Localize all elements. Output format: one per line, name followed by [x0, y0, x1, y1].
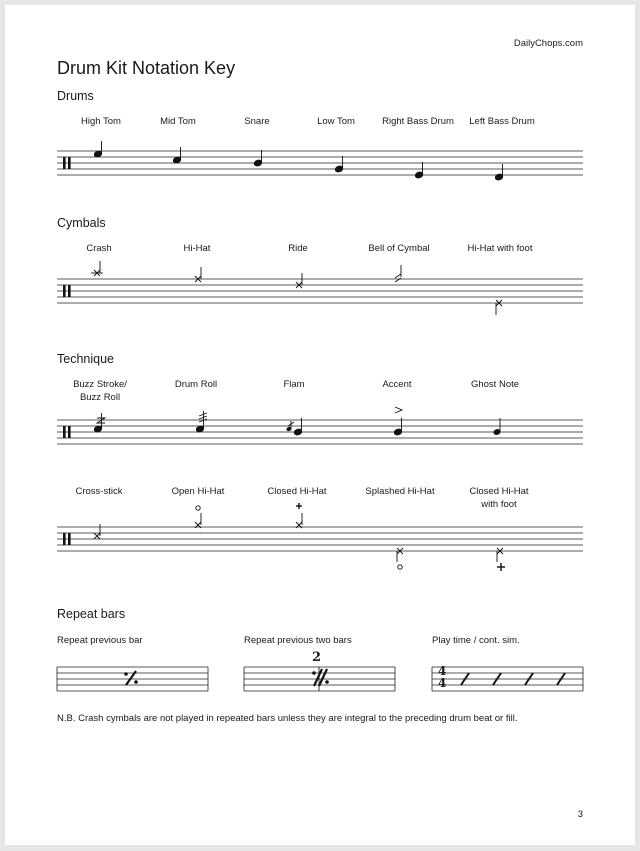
- section-title-repeat-bars: Repeat bars: [57, 607, 126, 621]
- label-closed-hi-hat: Closed Hi-Hat: [267, 486, 327, 497]
- label-repeat-previous-bar: Repeat previous bar: [57, 635, 143, 646]
- label-ride: Ride: [288, 243, 308, 254]
- label-left-bass-drum: Left Bass Drum: [469, 116, 535, 127]
- staff-technique: [57, 420, 583, 444]
- technique-notes: [93, 407, 500, 436]
- label-open-hi-hat: Open Hi-Hat: [171, 486, 225, 497]
- section-title-drums: Drums: [57, 89, 94, 103]
- label-right-bass-drum: Right Bass Drum: [382, 116, 454, 127]
- label-crash: Crash: [86, 243, 112, 254]
- label-high-tom: High Tom: [81, 116, 121, 127]
- label-mid-tom: Mid Tom: [160, 116, 196, 127]
- percussion-clefs: [63, 157, 71, 545]
- cymbal-notes: [91, 261, 502, 315]
- staff-technique-2: [57, 527, 583, 551]
- page-title: Drum Kit Notation Key: [57, 58, 236, 78]
- label-repeat-previous-two-bars: Repeat previous two bars: [244, 635, 352, 646]
- label-drum-roll: Drum Roll: [174, 379, 218, 390]
- page-number: 3: [577, 809, 583, 820]
- footnote: N.B. Crash cymbals are not played in repeated bars unless they are integral to the preceding drum beat or fill.: [57, 713, 518, 724]
- section-title-technique: Technique: [57, 352, 114, 366]
- label-bell-of-cymbal: Bell of Cymbal: [368, 243, 430, 254]
- label-play-time: Play time / cont. sim.: [432, 635, 520, 646]
- notation-graphics: [5, 5, 635, 845]
- label-cross-stick: Cross-stick: [75, 486, 123, 497]
- two-bar-number: 2: [312, 650, 322, 665]
- technique-2-notes: [94, 503, 505, 571]
- label-ghost-note: Ghost Note: [470, 379, 520, 390]
- page: [5, 5, 635, 845]
- label-snare: Snare: [244, 116, 270, 127]
- staff-repeat-1: [57, 667, 208, 691]
- staff-drums: [57, 151, 583, 175]
- label-buzz-stroke: Buzz Stroke/ Buzz Roll: [73, 379, 127, 403]
- staff-repeat-2: [244, 667, 395, 691]
- label-hi-hat: Hi-Hat: [183, 243, 211, 254]
- label-closed-hi-hat-with-foot: Closed Hi-Hat with foot: [469, 486, 529, 510]
- time-signature: 4 4: [438, 664, 447, 690]
- staff-cymbals: [57, 279, 583, 303]
- section-title-cymbals: Cymbals: [57, 216, 106, 230]
- label-accent: Accent: [382, 379, 412, 390]
- label-low-tom: Low Tom: [317, 116, 355, 127]
- label-flam: Flam: [283, 379, 305, 390]
- label-hi-hat-with-foot: Hi-Hat with foot: [467, 243, 533, 254]
- label-splashed-hi-hat: Splashed Hi-Hat: [365, 486, 435, 497]
- site-name: DailyChops.com: [513, 38, 583, 49]
